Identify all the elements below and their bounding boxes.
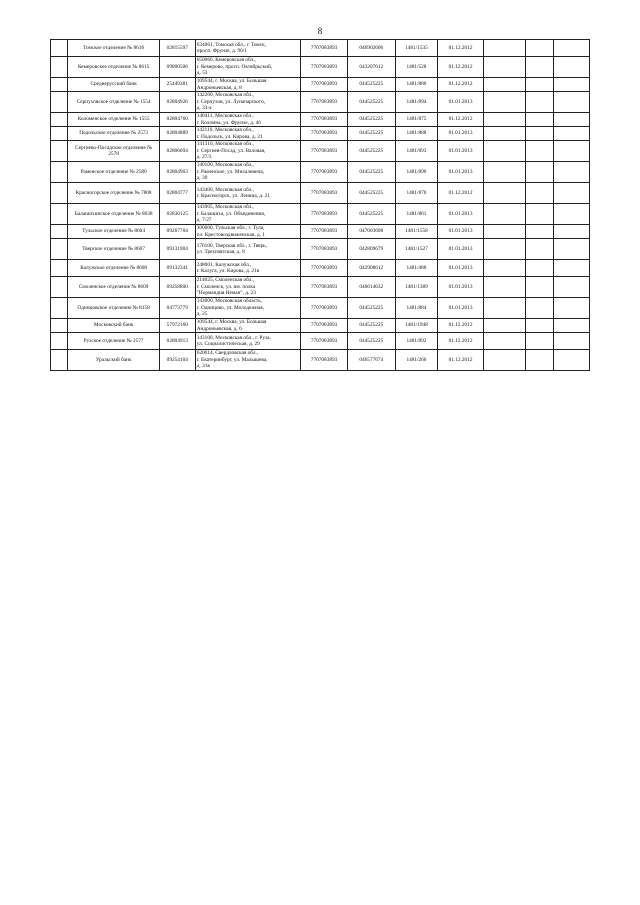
registration-number: 1481/888 [395, 127, 437, 141]
effective-date: 01.12.2012 [437, 333, 483, 350]
okpo-code: 02804926 [159, 92, 195, 113]
address-line: д. 7/27 [196, 217, 212, 224]
empty-cell [526, 183, 554, 204]
branch-address [195, 319, 301, 333]
effective-date: 01.12.2012 [437, 57, 483, 78]
branch-address [195, 204, 301, 225]
effective-date: 01.01.2013 [437, 277, 483, 298]
address-line: 620014, Свердловская обл., [196, 350, 259, 357]
inn-code: 7707083893 [301, 92, 347, 113]
branch-registry-table [50, 39, 590, 371]
empty-cell [553, 277, 589, 298]
bik-code: 044525225 [347, 333, 395, 350]
bik-code: 043207612 [347, 57, 395, 78]
empty-cell [553, 298, 589, 319]
empty-cell [526, 78, 554, 92]
okpo-code: 02806694 [159, 141, 195, 162]
row-marker-cell [51, 40, 68, 57]
row-marker-cell [51, 57, 68, 78]
address-line: 170100, Тверская обл., г. Тверь, [196, 242, 267, 249]
registration-number: 1481/890 [395, 162, 437, 183]
address-line: г. Подольск, ул. Кирова, д. 21 [196, 133, 263, 140]
address-line: д. 53 [196, 70, 208, 77]
branch-address [195, 162, 301, 183]
empty-cell [526, 298, 554, 319]
branch-name: Коломенское отделение № 1555 [68, 113, 159, 127]
bik-code: 042809679 [347, 239, 395, 260]
empty-cell [526, 319, 554, 333]
branch-name: Уральский банк [68, 350, 159, 371]
empty-cell [553, 40, 589, 57]
table-row [51, 319, 590, 333]
registration-number: 1481/1558 [395, 225, 437, 239]
branch-address [195, 92, 301, 113]
branch-name: Раменское отделение № 2580 [68, 162, 159, 183]
row-marker-cell [51, 127, 68, 141]
okpo-code: 02804777 [159, 183, 195, 204]
empty-cell [553, 319, 589, 333]
address-line: г. Смоленск, ул. им. полка [196, 283, 256, 290]
registration-number: 1481/1948 [395, 319, 437, 333]
bik-code: 044525225 [347, 319, 395, 333]
okpo-code: 02830125 [159, 204, 195, 225]
registration-number: 1481/266 [395, 350, 437, 371]
inn-code: 7707083893 [301, 298, 347, 319]
branch-name: Балашихинское отделение № 8038 [68, 204, 159, 225]
okpo-code: 09267704 [159, 225, 195, 239]
row-marker-cell [51, 277, 68, 298]
empty-cell [553, 183, 589, 204]
branch-address [195, 225, 301, 239]
empty-cell [553, 260, 589, 277]
row-marker-cell [51, 78, 68, 92]
empty-cell [553, 239, 589, 260]
effective-date: 01.12.2012 [437, 113, 483, 127]
bik-code: 044525225 [347, 183, 395, 204]
address-line: г. Балашиха, ул. Объединения, [196, 210, 266, 217]
row-marker-cell [51, 113, 68, 127]
branch-address [195, 78, 301, 92]
inn-code: 7707083893 [301, 57, 347, 78]
empty-cell [553, 57, 589, 78]
registration-number: 1481/1389 [395, 277, 437, 298]
address-line: д. 31в [196, 363, 210, 370]
registration-number: 1481/880 [395, 78, 437, 92]
inn-code: 7707083893 [301, 350, 347, 371]
table-row [51, 141, 590, 162]
bik-code: 044525225 [347, 78, 395, 92]
empty-cell [484, 333, 526, 350]
registration-number: 1481/876 [395, 183, 437, 204]
effective-date: 01.01.2013 [437, 141, 483, 162]
table-row [51, 92, 590, 113]
effective-date: 01.01.2013 [437, 162, 483, 183]
empty-cell [526, 260, 554, 277]
branch-address [195, 298, 301, 319]
registration-number: 1481/488 [395, 260, 437, 277]
branch-address [195, 57, 301, 78]
address-line: г. Одинцово, ул. Молодежная, [196, 304, 264, 311]
branch-address [195, 113, 301, 127]
effective-date: 01.01.2013 [437, 204, 483, 225]
empty-cell [484, 162, 526, 183]
empty-cell [526, 277, 554, 298]
address-line: 140100, Московская обл., [196, 162, 254, 169]
branch-name: Томское отделение № 8616 [68, 40, 159, 57]
bik-code: 046614632 [347, 277, 395, 298]
empty-cell [526, 350, 554, 371]
row-marker-cell [51, 225, 68, 239]
branch-name: Одинцовское отделение № 8158 [68, 298, 159, 319]
address-line: Андроньевская, д. 8 [196, 84, 242, 91]
branch-address [195, 40, 301, 57]
inn-code: 7707083893 [301, 239, 347, 260]
okpo-code: 09254104 [159, 350, 195, 371]
okpo-code: 09800506 [159, 57, 195, 78]
registration-number: 1481/1527 [395, 239, 437, 260]
address-line: д. 33-а [196, 105, 212, 112]
branch-name: Красногорское отделение № 7808 [68, 183, 159, 204]
effective-date: 01.12.2012 [437, 350, 483, 371]
address-line: 214025, Смоленская обл., [196, 277, 255, 284]
registration-number: 1481/884 [395, 298, 437, 319]
branch-name: Подольское отделение № 2573 [68, 127, 159, 141]
row-marker-cell [51, 162, 68, 183]
table-row [51, 225, 590, 239]
table-row [51, 239, 590, 260]
empty-cell [484, 57, 526, 78]
address-line: 143905, Московская обл., [196, 204, 254, 211]
branch-address [195, 141, 301, 162]
registration-number: 1481/1535 [395, 40, 437, 57]
address-line: 300000, Тульская обл., г. Тула, [196, 225, 265, 232]
empty-cell [526, 141, 554, 162]
address-line: д. 39 [196, 175, 208, 182]
branch-address [195, 260, 301, 277]
inn-code: 7707083893 [301, 183, 347, 204]
okpo-code: 02815597 [159, 40, 195, 57]
effective-date: 01.01.2013 [437, 92, 483, 113]
okpo-code: 04773779 [159, 298, 195, 319]
bik-code: 044525225 [347, 162, 395, 183]
branch-address [195, 333, 301, 350]
table-row [51, 57, 590, 78]
empty-cell [553, 350, 589, 371]
registration-number: 1481/875 [395, 113, 437, 127]
row-marker-cell [51, 183, 68, 204]
empty-cell [484, 113, 526, 127]
inn-code: 7707083893 [301, 141, 347, 162]
branch-address [195, 127, 301, 141]
row-marker-cell [51, 204, 68, 225]
address-line: г. Раменское, ул. Михалевича, [196, 168, 265, 175]
okpo-code: 09132341 [159, 260, 195, 277]
address-line: 143000, Московская область, [196, 298, 262, 305]
okpo-code: 25449381 [159, 78, 195, 92]
registration-number: 1481/894 [395, 92, 437, 113]
table-row [51, 113, 590, 127]
inn-code: 7707083893 [301, 204, 347, 225]
address-line: пл. Крестовоздвиженская, д. 1 [196, 231, 265, 238]
branch-name: Тульское отделение № 8604 [68, 225, 159, 239]
row-marker-cell [51, 92, 68, 113]
address-line: г. Калуга, ул. Кирова, д. 21в [196, 268, 260, 274]
empty-cell [484, 260, 526, 277]
empty-cell [553, 162, 589, 183]
empty-cell [484, 298, 526, 319]
branch-address [195, 239, 301, 260]
address-line: 143400, Московская обл., [196, 186, 254, 193]
branch-name: Тверское отделение № 8607 [68, 239, 159, 260]
address-line: Андроньевская, д. 6 [196, 325, 242, 332]
row-marker-cell [51, 239, 68, 260]
row-marker-cell [51, 350, 68, 371]
okpo-code: 02804913 [159, 333, 195, 350]
table-row [51, 40, 590, 57]
empty-cell [526, 40, 554, 57]
empty-cell [526, 225, 554, 239]
registration-number: 1481/892 [395, 333, 437, 350]
empty-cell [484, 141, 526, 162]
row-marker-cell [51, 141, 68, 162]
empty-cell [553, 225, 589, 239]
branch-name: Кемеровское отделение № 8615 [68, 57, 159, 78]
effective-date: 01.12.2012 [437, 319, 483, 333]
address-line: ул. Трехсвятская, д. 8 [196, 249, 245, 255]
inn-code: 7707083893 [301, 260, 347, 277]
address-line: 109544, г. Москва, ул. Большая [196, 78, 267, 85]
empty-cell [553, 78, 589, 92]
inn-code: 7707083893 [301, 78, 347, 92]
address-line: 248001, Калужская обл., [196, 261, 252, 268]
empty-cell [526, 113, 554, 127]
address-line: г. Красногорск, ул. Ленина, д. 21 [196, 193, 270, 199]
branch-name: Сергиево-Посадское отделение № 2578 [68, 141, 159, 162]
row-marker-cell [51, 333, 68, 350]
table-row [51, 183, 590, 204]
empty-cell [526, 239, 554, 260]
empty-cell [484, 40, 526, 57]
okpo-code: 02804889 [159, 127, 195, 141]
empty-cell [484, 319, 526, 333]
empty-cell [526, 57, 554, 78]
address-line: г. Коломна, ул. Фрунзе, д. 46 [196, 119, 261, 126]
bik-code: 047003608 [347, 225, 395, 239]
address-line: г. Екатеринбург, ул. Малышева, [196, 356, 268, 363]
empty-cell [526, 333, 554, 350]
inn-code: 7707083893 [301, 127, 347, 141]
okpo-code: 09258800 [159, 277, 195, 298]
address-line: просп. Фрунзе, д. 90/1 [196, 48, 247, 54]
branch-name: Калужское отделение № 8608 [68, 260, 159, 277]
bik-code: 044525225 [347, 204, 395, 225]
effective-date: 01.01.2013 [437, 260, 483, 277]
effective-date: 01.01.2013 [437, 127, 483, 141]
inn-code: 7707083893 [301, 162, 347, 183]
address-line: 140411, Московская обл., [196, 113, 254, 120]
address-line: 634061, Томская обл., г. Томск, [196, 41, 267, 48]
empty-cell [526, 127, 554, 141]
registration-number: 1481/861 [395, 204, 437, 225]
bik-code: 044525225 [347, 127, 395, 141]
address-line: 650066, Кемеровская обл., [196, 57, 256, 64]
row-marker-cell [51, 298, 68, 319]
inn-code: 7707083893 [301, 277, 347, 298]
empty-cell [553, 92, 589, 113]
inn-code: 7707083893 [301, 225, 347, 239]
empty-cell [484, 92, 526, 113]
empty-cell [484, 127, 526, 141]
inn-code: 7707083893 [301, 333, 347, 350]
branch-name: Смоленское отделение № 8609 [68, 277, 159, 298]
table-row [51, 333, 590, 350]
inn-code: 7707083893 [301, 40, 347, 57]
bik-code: 042908612 [347, 260, 395, 277]
bik-code: 046577674 [347, 350, 395, 371]
effective-date: 01.12.2012 [437, 40, 483, 57]
address-line: д. 27/3 [196, 154, 212, 161]
address-line: ул. Социалистическая, д. 29 [196, 341, 260, 347]
address-line: 142110, Московская обл., [196, 127, 254, 134]
effective-date: 01.12.2012 [437, 183, 483, 204]
empty-cell [553, 333, 589, 350]
empty-cell [526, 162, 554, 183]
address-line: г. Сергиев-Посад, ул. Валовая, [196, 147, 266, 154]
bik-code: 046902606 [347, 40, 395, 57]
effective-date: 01.01.2013 [437, 239, 483, 260]
empty-cell [484, 183, 526, 204]
inn-code: 7707083893 [301, 319, 347, 333]
row-marker-cell [51, 319, 68, 333]
table-row [51, 277, 590, 298]
address-line: г. Кемерово, просп. Октябрьский, [196, 63, 273, 70]
table-row [51, 298, 590, 319]
branch-address [195, 350, 301, 371]
branch-address [195, 183, 301, 204]
address-line: 141310, Московская обл., [196, 141, 254, 148]
empty-cell [553, 204, 589, 225]
okpo-code: 02804903 [159, 162, 195, 183]
empty-cell [553, 127, 589, 141]
registration-number: 1481/893 [395, 141, 437, 162]
bik-code: 044525225 [347, 298, 395, 319]
table-row [51, 162, 590, 183]
address-line: г. Серпухов, ул. Луначарского, [196, 98, 266, 105]
address-line: 109544, г. Москва, ул. Большая [196, 319, 267, 326]
effective-date: 01.01.2013 [437, 225, 483, 239]
row-marker-cell [51, 260, 68, 277]
okpo-code: 09131904 [159, 239, 195, 260]
bik-code: 044525225 [347, 92, 395, 113]
empty-cell [553, 113, 589, 127]
effective-date: 01.12.2012 [437, 78, 483, 92]
inn-code: 7707083893 [301, 113, 347, 127]
empty-cell [484, 78, 526, 92]
address-line: "Нормандия Неман", д. 23 [196, 290, 256, 297]
table-row [51, 260, 590, 277]
branch-name: Серпуховское отделение № 1554 [68, 92, 159, 113]
table-row [51, 127, 590, 141]
empty-cell [484, 204, 526, 225]
branch-name: Среднерусский банк [68, 78, 159, 92]
address-line: 143100, Московская обл., г. Руза, [196, 334, 271, 341]
branch-name: Московский банк [68, 319, 159, 333]
table-row [51, 78, 590, 92]
effective-date: 01.01.2013 [437, 298, 483, 319]
empty-cell [484, 277, 526, 298]
okpo-code: 57972160 [159, 319, 195, 333]
address-line: 142200, Московская обл., [196, 92, 254, 99]
empty-cell [553, 141, 589, 162]
registry-body [51, 40, 590, 371]
okpo-code: 02804760 [159, 113, 195, 127]
bik-code: 044525225 [347, 141, 395, 162]
branch-address [195, 277, 301, 298]
empty-cell [526, 92, 554, 113]
bik-code: 044525225 [347, 113, 395, 127]
empty-cell [484, 239, 526, 260]
registration-number: 1481/528 [395, 57, 437, 78]
table-row [51, 350, 590, 371]
branch-name: Рузское отделение № 2577 [68, 333, 159, 350]
address-line: д. 25 [196, 311, 208, 318]
empty-cell [484, 350, 526, 371]
page-number: 8 [317, 26, 323, 36]
empty-cell [484, 225, 526, 239]
table-row [51, 204, 590, 225]
empty-cell [526, 204, 554, 225]
